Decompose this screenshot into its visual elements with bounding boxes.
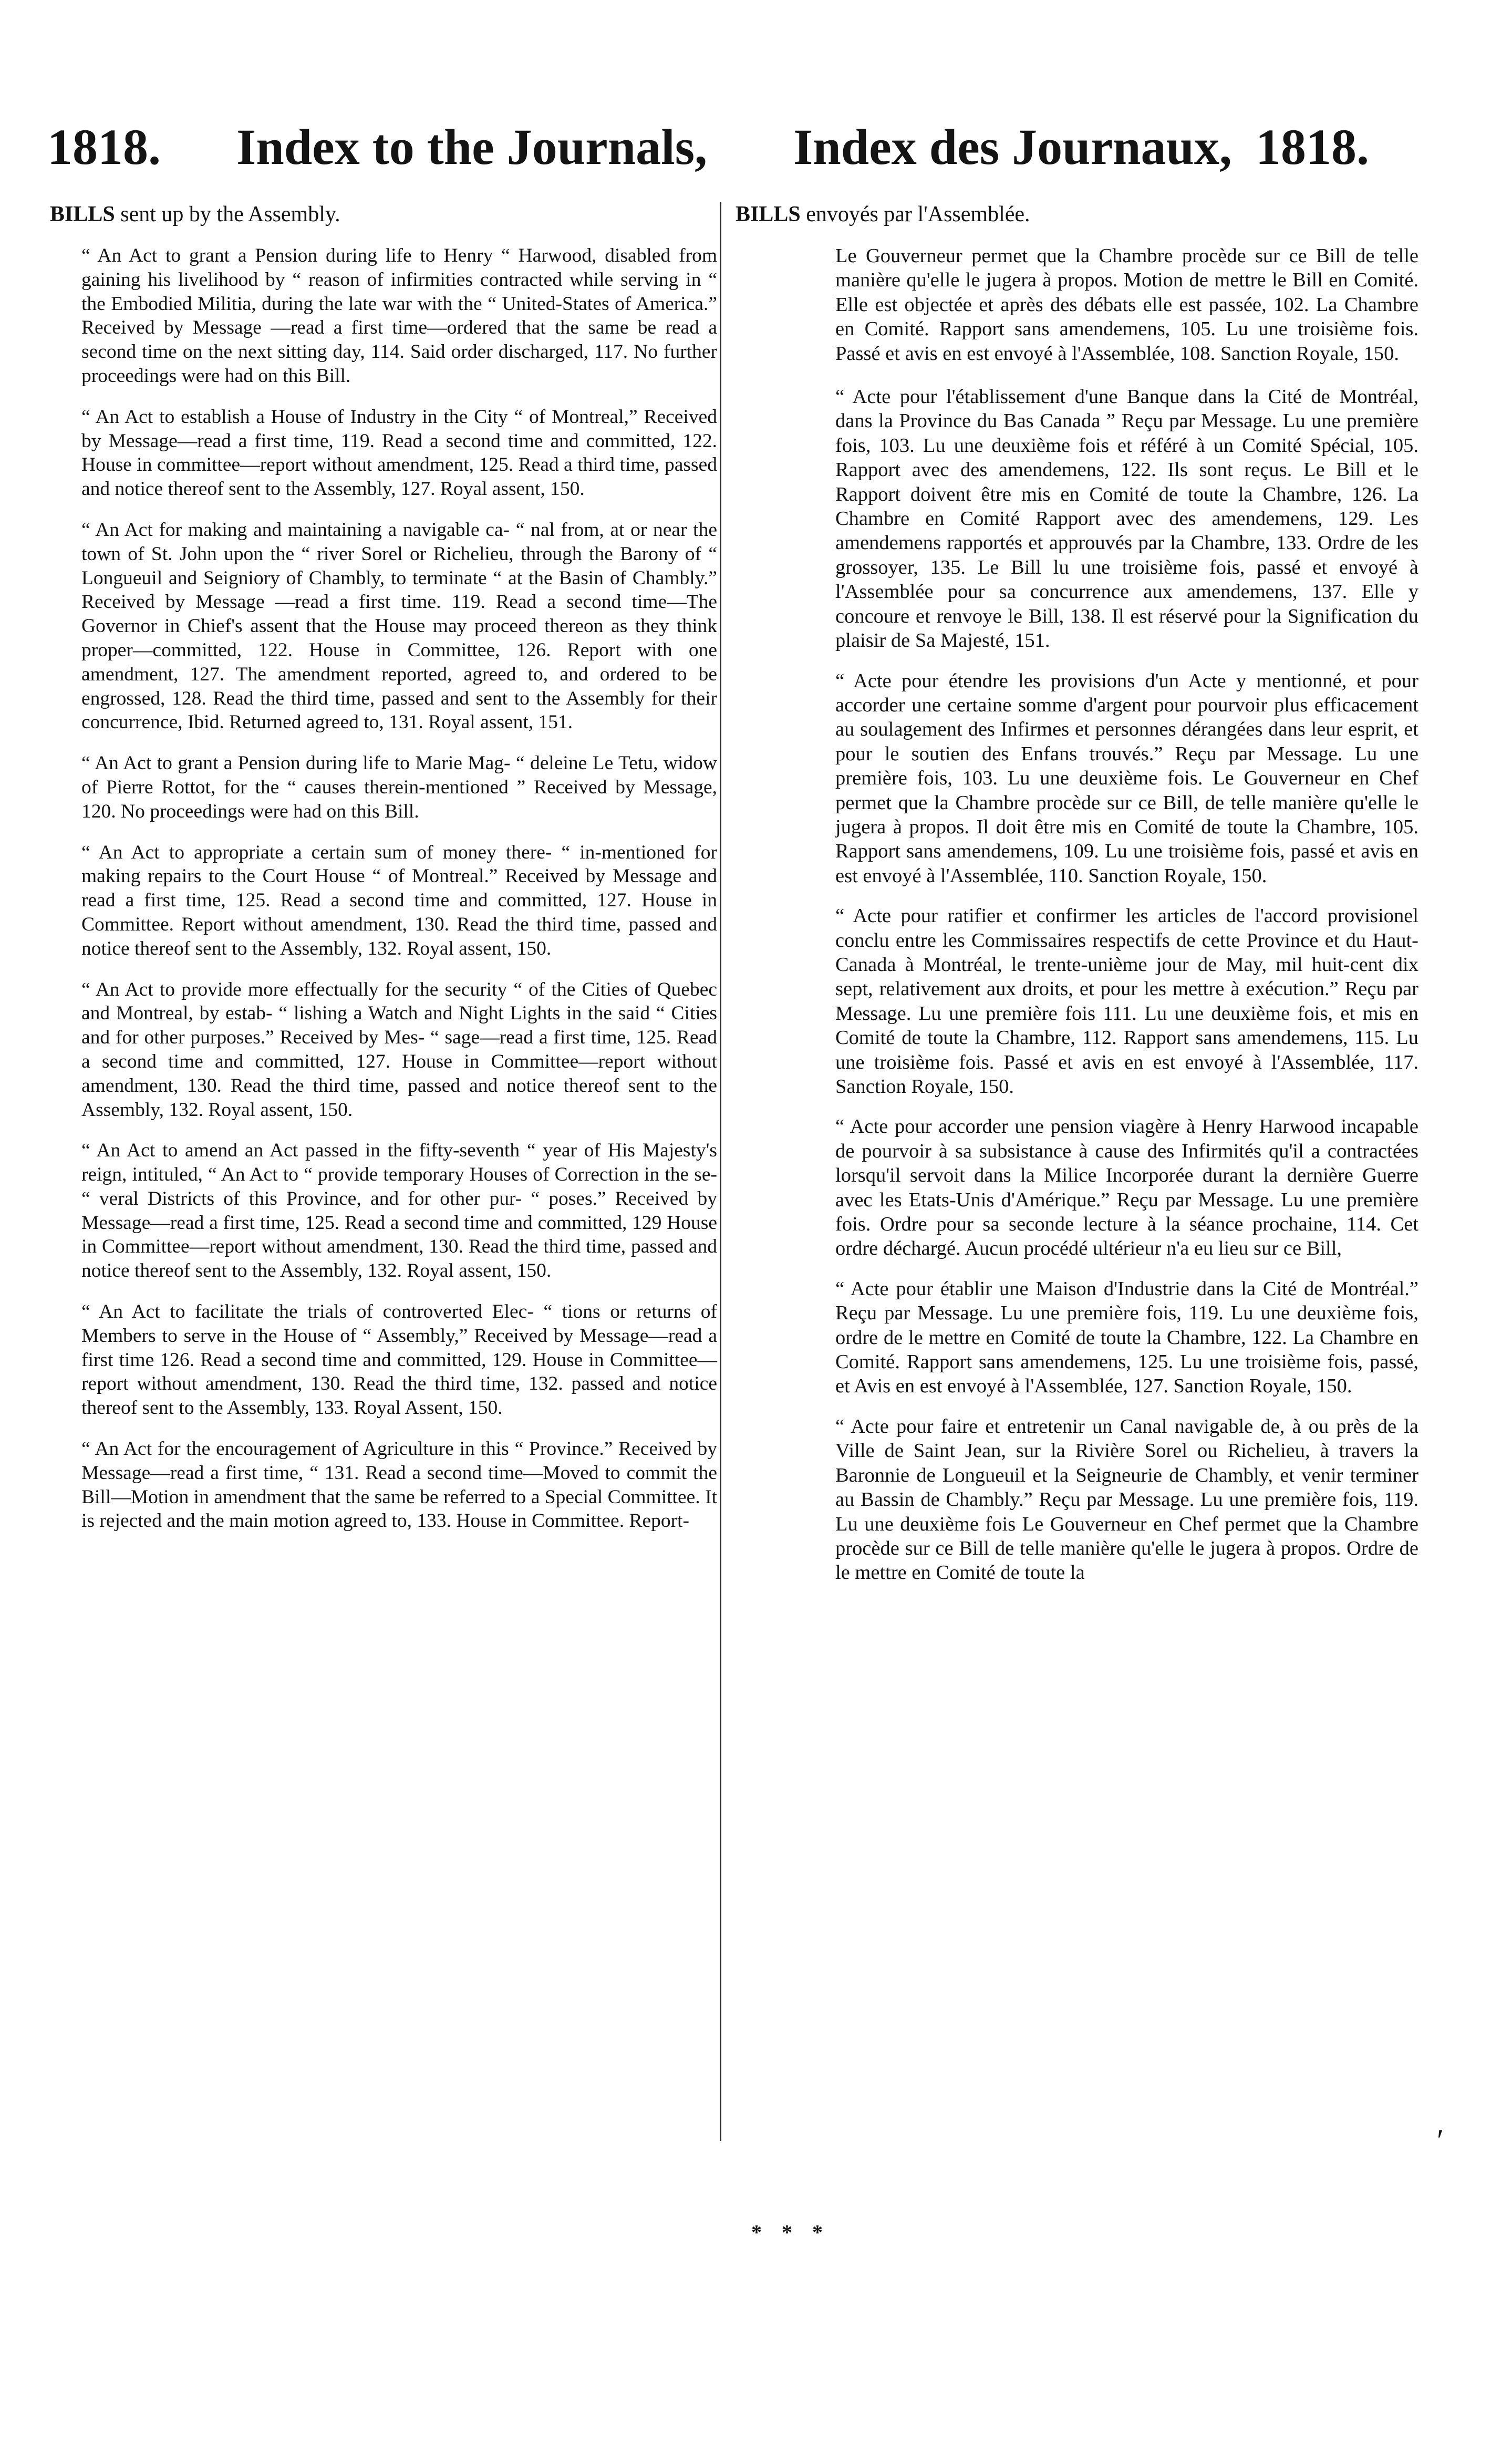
- header-title-french: Index des Journaux,: [793, 119, 1232, 175]
- french-heading-rest: envoyés par l'Assemblée.: [806, 202, 1030, 226]
- english-entry: “ An Act to amend an Act passed in the fifty-seventh “ year of His Majesty's reign, intituled, “ An Act to “ provide temporary Houses of Correction in the se- “ veral Districts of this Province, and for other pur- “ poses.” Received by Message—read a first time, 125. Read a second time and committed, 129 House in Committee—report without amendment, 130. Read the third time, passed and notice thereof sent to the Assembly, 132. Royal assent, 150.: [81, 1140, 717, 1282]
- english-entry: “ An Act to grant a Pension during life to Marie Mag- “ deleine Le Tetu, widow of Pierre Rottot, for the “ causes therein-mentioned ” Received by Message, 120. No proceedings were had on this Bill.: [81, 752, 717, 822]
- english-entry: “ An Act to establish a House of Industry in the City “ of Montreal,” Received by Message—read a first time, 119. Read a second time and committed, 122. House in committee—report without amendment, 125. Read a third time, passed and notice thereof sent to the Assembly, 127. Royal assent, 150.: [81, 406, 717, 500]
- header-year-left: 1818.: [47, 119, 161, 175]
- english-column: [50, 200, 717, 1550]
- french-entry: “ Acte pour établir une Maison d'Industrie dans la Cité de Montréal.” Reçu par Message. Lu une première fois, 119. Lu une deuxième fois, ordre de le mettre en Comité de toute la Chambre, 122. La Chambre en Comité. Rapport sans amendemens, 125. Lu une troisième fois, passé, et Avis en est envoyé à l'Assemblée, 127. Sanction Royale, 150.: [835, 1277, 1418, 1398]
- english-heading-rest: sent up by the Assembly.: [120, 202, 340, 226]
- page-header: [47, 116, 1466, 194]
- english-entry: “ An Act to facilitate the trials of controverted Elec- “ tions or returns of Members to serve in the House of “ Assembly,” Received by Message—read a first time 126. Read a second time and committed, 129. House in Committee—report without amendment, 130. Read the third time, 132. passed and notice thereof sent to the Assembly, 133. Royal Assent, 150.: [81, 1301, 717, 1419]
- header-year-right: 1818.: [1256, 119, 1369, 175]
- margin-mark: ′: [1437, 2123, 1444, 2158]
- column-divider: [720, 202, 721, 2141]
- english-entry: “ An Act to grant a Pension during life to Henry “ Harwood, disabled from gaining his livelihood by “ reason of infirmities contracted while serving in “ the Embodied Militia, during the late war with the “ United-States of America.” Received by Message —read a first time—ordered that the same be read a second time on the next sitting day, 114. Said order discharged, 117. No further proceedings were had on this Bill.: [81, 245, 717, 387]
- header-title-english: Index to the Journals,: [236, 119, 708, 175]
- english-entry: “ An Act to appropriate a certain sum of money there- “ in-mentioned for making repairs to the Court House “ of Montreal.” Received by Message and read a first time, 125. Read a second time and committed, 127. House in Committee. Report without amendment, 130. Read the third time, passed and notice thereof sent to the Assembly, 132. Royal assent, 150.: [81, 841, 717, 959]
- signature-mark: * * *: [751, 2220, 830, 2244]
- french-column: [736, 200, 1418, 1601]
- french-entry: “ Acte pour ratifier et confirmer les articles de l'accord provisionel conclu entre les Commissaires respectifs de cette Province et du Haut-Canada à Montréal, le trente-unième jour de May, mil huit-cent dix sept, relativement aux droits, et pour les mettre à exécution.” Reçu par Message. Lu une première fois 111. Lu une deuxième fois, et mis en Comité de toute la Chambre, 112. Rapport sans amendemens, 115. Lu une troisième fois. Passé et avis en est envoyé à l'Assemblée, 117. Sanction Royale, 150.: [835, 905, 1418, 1098]
- english-entry: “ An Act for the encouragement of Agriculture in this “ Province.” Received by Message—read a first time, “ 131. Read a second time—Moved to commit the Bill—Motion in amendment that the same be referred to a Special Committee. It is rejected and the main motion agreed to, 133. House in Committee. Report-: [81, 1438, 717, 1532]
- english-heading-bills: BILLS: [50, 202, 115, 226]
- english-entry: “ An Act to provide more effectually for the security “ of the Cities of Quebec and Montreal, by estab- “ lishing a Watch and Night Lights in the said “ Cities and for other purposes.” Received by Mes- “ sage—read a first time, 125. Read a second time and committed, 127. House in Committee—report without amendment, 130. Read the third time, passed and notice thereof sent to the Assembly, 132. Royal assent, 150.: [81, 978, 717, 1121]
- french-entry: Le Gouverneur permet que la Chambre procède sur ce Bill de telle manière qu'elle le jugera à propos. Motion de mettre le Bill en Comité. Elle est objectée et après des débats elle est passée, 102. La Chambre en Comité. Rapport sans amendemens, 105. Lu une troisième fois. Passé et avis en est envoyé à l'Assemblée, 108. Sanction Royale, 150.: [835, 245, 1418, 365]
- french-heading-bills: BILLS: [736, 202, 801, 226]
- french-entry: “ Acte pour faire et entretenir un Canal navigable de, à ou près de la Ville de Saint Jean, sur la Rivière Sorel ou Richelieu, à travers la Baronnie de Longueuil et la Seigneurie de Chambly, et venir terminer au Bassin de Chambly.” Reçu par Message. Lu une première fois, 119. Lu une deuxième fois Le Gouverneur en Chef permet que la Chambre procède sur ce Bill de telle manière qu'elle le jugera à propos. Ordre de le mettre en Comité de toute la: [835, 1415, 1418, 1584]
- english-column-heading: [50, 200, 717, 229]
- english-entry: “ An Act for making and maintaining a navigable ca- “ nal from, at or near the town of St. John upon the “ river Sorel or Richelieu, through the Barony of “ Longueuil and Seigniory of Chambly, to terminate “ at the Basin of Chambly.” Received by Message —read a first time. 119. Read a second time—The Governor in Chief's assent that the House may proceed thereon as they think proper—committed, 122. House in Committee, 126. Report with one amendment, 127. The amendment reported, agreed to, and ordered to be engrossed, 128. Read the third time, passed and sent to the Assembly for their concurrence, Ibid. Returned agreed to, 131. Royal assent, 151.: [81, 519, 717, 733]
- french-entry: “ Acte pour accorder une pension viagère à Henry Harwood incapable de pourvoir à sa subsistance à cause des Infirmités qu'il a contractées lorsqu'il servoit dans la Milice Incorporée durant la dernière Guerre avec les Etats-Unis d'Amérique.” Reçu par Message. Lu une première fois. Ordre pour sa seconde lecture à la séance prochaine, 114. Cet ordre déchargé. Aucun procédé ultérieur n'a eu lieu sur ce Bill,: [835, 1115, 1418, 1260]
- french-entry: “ Acte pour étendre les provisions d'un Acte y mentionné, et pour accorder une certaine somme d'argent pour pourvoir plus efficacement au soulagement des Infirmes et personnes dérangées dans leur esprit, et pour le soutien des Enfans trouvés.” Reçu par Message. Lu une première fois, 103. Lu une deuxième fois. Le Gouverneur en Chef permet que la Chambre procède sur ce Bill, de telle manière qu'elle le jugera à propos. Il doit être mis en Comité de toute la Chambre, 105. Rapport sans amendemens, 109. Lu une troisième fois, passé et avis en est envoyé à l'Assemblée, 110. Sanction Royale, 150.: [835, 669, 1418, 887]
- french-column-heading: [736, 200, 1418, 229]
- french-entry: “ Acte pour l'établissement d'une Banque dans la Cité de Montréal, dans la Province du Bas Canada ” Reçu par Message. Lu une première fois, 103. Lu une deuxième fois et référé à un Comité Spécial, 105. Rapport avec des amendemens, 122. Ils sont reçus. Le Bill et le Rapport doivent être mis en Comité de toute la Chambre, 126. La Chambre en Comité Rapport avec des amendemens, 129. Les amendemens rapportés et approuvés par la Chambre, 133. Ordre de les grossoyer, 135. Le Bill lu une troisième fois, passé et envoyé à l'Assemblée pour sa concurrence aux amendemens, 137. Elle y concoure et renvoye le Bill, 138. Il est réservé pour la Signification du plaisir de Sa Majesté, 151.: [835, 386, 1418, 652]
